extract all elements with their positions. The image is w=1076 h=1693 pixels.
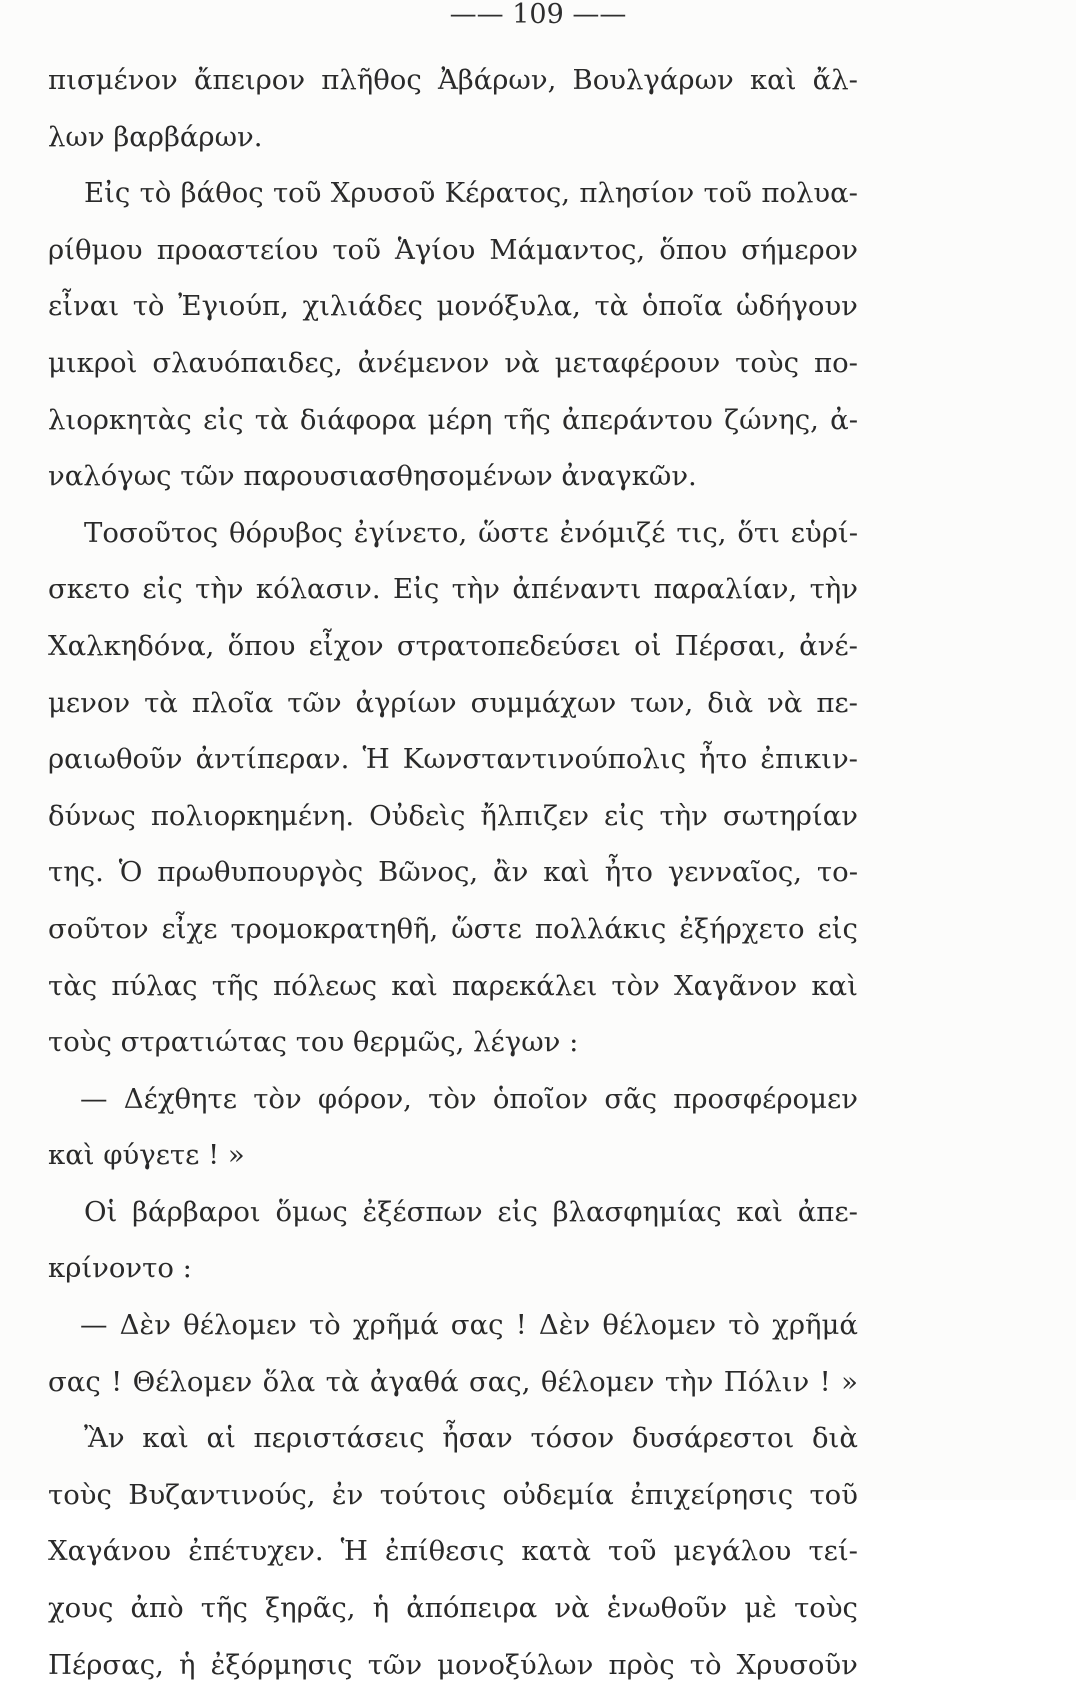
- text-line: λιορκητὰς εἰς τὰ διάφορα μέρη τῆς ἀπεράντου ζώνης, ἀ-: [48, 403, 858, 436]
- text-line: καὶ φύγετε ! »: [48, 1139, 245, 1172]
- text-line: Χαγάνου ἐπέτυχεν. Ἡ ἐπίθεσις κατὰ τοῦ μεγάλου τεί-: [48, 1535, 858, 1568]
- text-line: τὰς πύλας τῆς πόλεως καὶ παρεκάλει τὸν Χαγᾶνον καὶ: [48, 969, 858, 1002]
- text-line: Ἂν καὶ αἱ περιστάσεις ἦσαν τόσον δυσάρεστοι διὰ: [84, 1422, 858, 1455]
- text-line: τοὺς στρατιώτας του θερμῶς, λέγων :: [48, 1026, 579, 1059]
- text-line: ραιωθοῦν ἀντίπεραν. Ἡ Κωνσταντινούπολις ἦτο ἐπικιν-: [48, 743, 858, 776]
- text-line: τοὺς Βυζαντινούς, ἐν τούτοις οὐδεμία ἐπιχείρησις τοῦ: [48, 1478, 858, 1511]
- text-line: σας ! Θέλομεν ὅλα τὰ ἀγαθά σας, θέλομεν τὴν Πόλιν ! »: [48, 1365, 858, 1398]
- text-line: — Δὲν θέλομεν τὸ χρῆμά σας ! Δὲν θέλομεν τὸ χρῆμά: [80, 1309, 858, 1342]
- text-line: ναλόγως τῶν παρουσιασθησομένων ἀναγκῶν.: [48, 460, 697, 493]
- text-line: εἶναι τὸ Ἐγιούπ, χιλιάδες μονόξυλα, τὰ ὁποῖα ὡδήγουν: [48, 290, 858, 323]
- text-line: μενον τὰ πλοῖα τῶν ἀγρίων συμμάχων των, διὰ νὰ πε-: [48, 686, 858, 719]
- text-line: σκετο εἰς τὴν κόλασιν. Εἰς τὴν ἀπέναντι παραλίαν, τὴν: [48, 573, 858, 606]
- body-text: [48, 52, 858, 1693]
- text-line: Τοσοῦτος θόρυβος ἐγίνετο, ὥστε ἐνόμιζέ τις, ὅτι εὑρί-: [84, 516, 858, 549]
- text-line: της. Ὁ πρωθυπουργὸς Βῶνος, ἂν καὶ ἦτο γενναῖος, το-: [48, 856, 858, 889]
- text-line: Οἱ βάρβαροι ὅμως ἐξέσπων εἰς βλασφημίας καὶ ἀπε-: [84, 1195, 858, 1228]
- text-line: σοῦτον εἶχε τρομοκρατηθῆ, ὥστε πολλάκις ἐξήρχετο εἰς: [48, 912, 858, 945]
- text-line: πισμένον ἄπειρον πλῆθος Ἀβάρων, Βουλγάρων καὶ ἄλ-: [48, 64, 858, 96]
- text-line: χους ἀπὸ τῆς ξηρᾶς, ἡ ἀπόπειρα νὰ ἑνωθοῦν μὲ τοὺς: [48, 1592, 858, 1625]
- text-line: Εἰς τὸ βάθος τοῦ Χρυσοῦ Κέρατος, πλησίον τοῦ πολυα-: [84, 177, 858, 210]
- text-line: ρίθμου προαστείου τοῦ Ἁγίου Μάμαντος, ὅπου σήμερον: [48, 233, 858, 266]
- text-line: μικροὶ σλαυόπαιδες, ἀνέμενον νὰ μεταφέρουν τοὺς πο-: [48, 346, 858, 379]
- text-line: κρίνοντο :: [48, 1252, 192, 1285]
- text-line: λων βαρβάρων.: [48, 120, 263, 153]
- text-line: Πέρσας, ἡ ἐξόρμησις τῶν μονοξύλων πρὸς τὸ Χρυσοῦν: [48, 1648, 858, 1681]
- page-number: —— 109 ——: [449, 0, 627, 30]
- text-line: Χαλκηδόνα, ὅπου εἶχον στρατοπεδεύσει οἱ Πέρσαι, ἀνέ-: [48, 629, 858, 662]
- text-line: δύνως πολιορκημένη. Οὐδεὶς ἤλπιζεν εἰς τὴν σωτηρίαν: [48, 799, 858, 832]
- text-line: — Δέχθητε τὸν φόρον, τὸν ὁποῖον σᾶς προσφέρομεν: [80, 1082, 858, 1115]
